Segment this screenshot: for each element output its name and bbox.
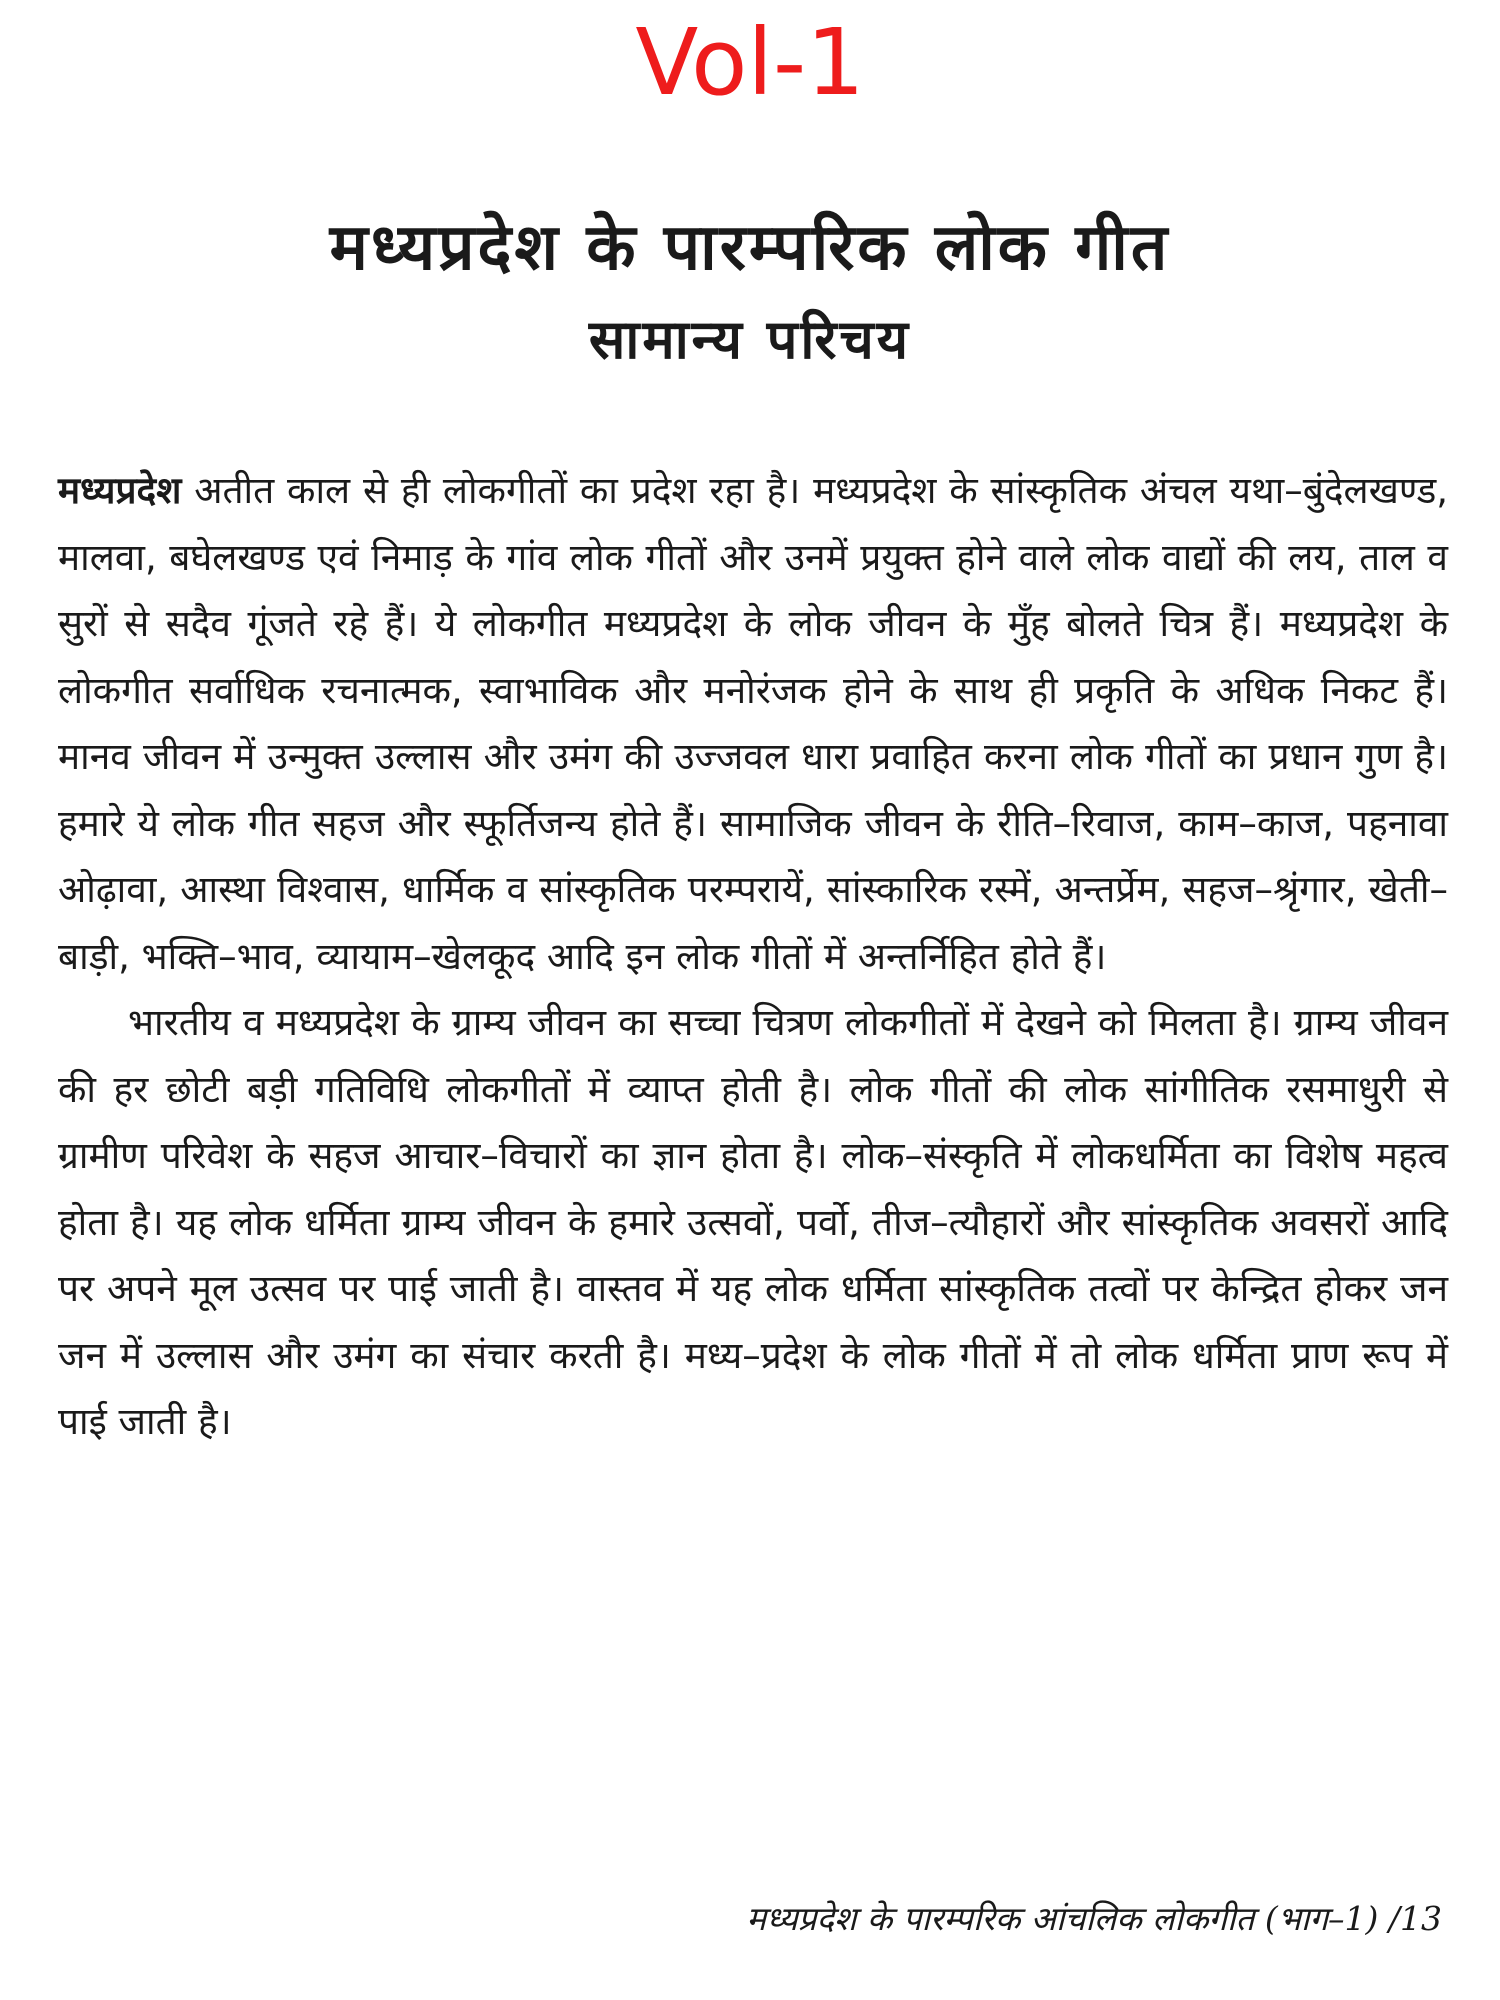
paragraph-2 bbox=[58, 990, 1448, 1456]
page-footer: मध्यप्रदेश के पारम्परिक आंचलिक लोकगीत (भाग–1) /13 bbox=[746, 1899, 1442, 1938]
paragraph-2-text: भारतीय व मध्यप्रदेश के ग्राम्य जीवन का सच्चा चित्रण लोकगीतों में देखने को मिलता है। ग्राम्य जीवन की हर छोटी बड़ी गतिविधि लोकगीतों में व्याप्त होती है। लोक गीतों की लोक सांगीतिक रसमाधुरी से ग्रामीण परिवेश के सहज आचार–विचारों का ज्ञान होता है। लोक–संस्कृति में लोकधर्मिता का विशेष महत्व होता है। यह लोक धर्मिता ग्राम्य जीवन के हमारे उत्सवों, पर्वो, तीज–त्यौहारों और सांस्कृतिक अवसरों आदि पर अपने मूल उत्सव पर पाई जाती है। वास्तव में यह लोक धर्मिता सांस्कृतिक तत्वों पर केन्द्रित होकर जन जन में उल्लास और उमंग का संचार करती है। मध्य–प्रदेश के लोक गीतों में तो लोक धर्मिता प्राण रूप में पाई जाती है। bbox=[58, 1001, 1448, 1443]
paragraph-1 bbox=[58, 458, 1448, 990]
paragraph-1-text: अतीत काल से ही लोकगीतों का प्रदेश रहा है। मध्यप्रदेश के सांस्कृतिक अंचल यथा–बुंदेलखण्ड, मालवा, बघेलखण्ड एवं निमाड़ के गांव लोक गीतों और उनमें प्रयुक्त होने वाले लोक वाद्यों की लय, ताल व सुरों से सदैव गूंजते रहे हैं। ये लोकगीत मध्यप्रदेश के लोक जीवन के मुँह बोलते चित्र हैं। मध्यप्रदेश के लोकगीत सर्वाधिक रचनात्मक, स्वाभाविक और मनोरंजक होने के साथ ही प्रकृति के अधिक निकट हैं। मानव जीवन में उन्मुक्त उल्लास और उमंग की उज्जवल धारा प्रवाहित करना लोक गीतों का प्रधान गुण है। हमारे ये लोक गीत सहज और स्फूर्तिजन्य होते हैं। सामाजिक जीवन के रीति–रिवाज, काम–काज, पहनावा ओढ़ावा, आस्था विश्वास, धार्मिक व सांस्कृतिक परम्परायें, सांस्कारिक रस्में, अन्तर्प्रेम, सहज–श्रृंगार, खेती–बाड़ी, भक्ति–भाव, व्यायाम–खेलकूद आदि इन लोक गीतों में अन्तर्निहित होते हैं। bbox=[58, 469, 1448, 978]
volume-label: Vol-1 bbox=[635, 9, 865, 116]
body-text bbox=[58, 458, 1448, 1456]
page-subtitle: सामान्य परिचय bbox=[588, 308, 912, 371]
page-title: मध्यप्रदेश के पारम्परिक लोक गीत bbox=[329, 211, 1171, 285]
paragraph-1-lead-word: मध्यप्रदेश bbox=[58, 469, 182, 512]
